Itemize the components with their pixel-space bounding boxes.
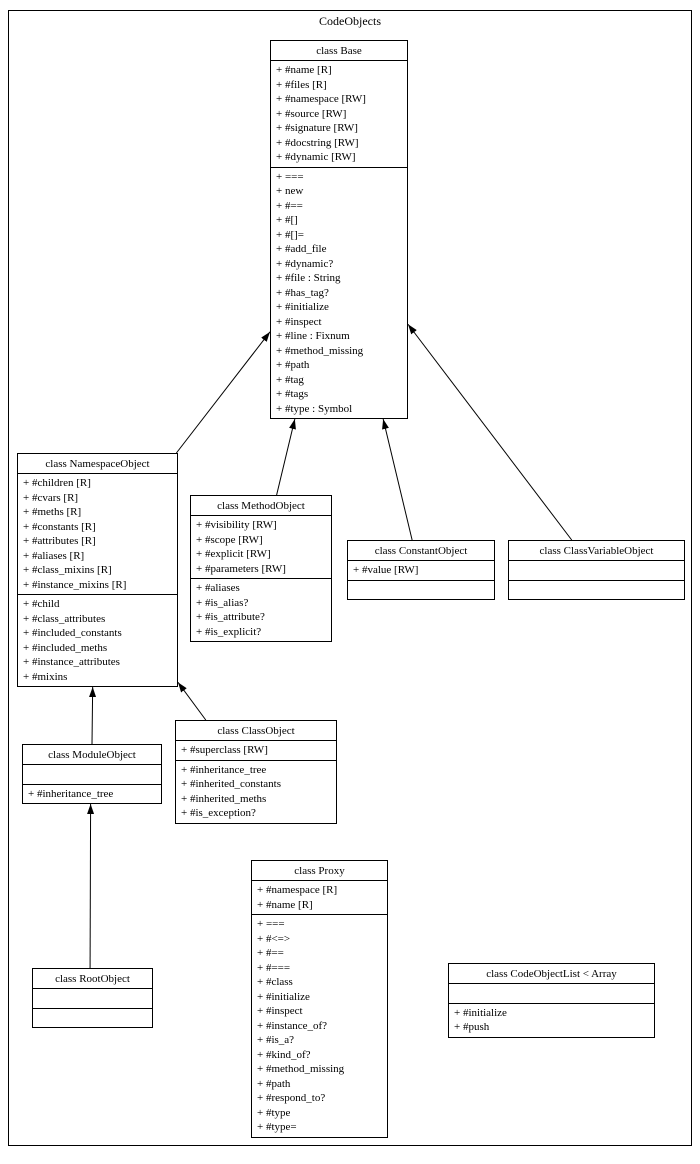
attribute-row: + #children [R]: [23, 477, 91, 489]
attributes-section: [176, 741, 336, 760]
class-box-codeobjectlist: [448, 963, 655, 1038]
method-row: + #add_file: [276, 243, 327, 255]
method-row: + #path: [276, 359, 310, 371]
attribute-row: + #explicit [RW]: [196, 548, 271, 560]
method-row: + #push: [454, 1021, 490, 1033]
method-row: + #class_attributes: [23, 612, 106, 625]
diagram-title: CodeObjects: [319, 14, 381, 28]
attribute-row: + #cvars [R]: [23, 491, 79, 504]
method-row: + #initialize: [276, 301, 329, 313]
class-title: class MethodObject: [191, 496, 331, 516]
attribute-row: + #value [RW]: [353, 564, 419, 576]
method-row: + ===: [257, 918, 285, 930]
method-row: + #is_a?: [257, 1034, 295, 1046]
class-box-classobject: [175, 720, 337, 824]
method-row: + #inherited_constants: [181, 778, 281, 790]
methods-section: [33, 1008, 152, 1028]
class-box-namespaceobject: [17, 453, 178, 687]
attribute-row: + #namespace [RW]: [276, 93, 366, 105]
attribute-row: + #meths [R]: [23, 506, 82, 518]
attribute-row: + #visibility [RW]: [196, 519, 277, 531]
class-box-classvariableobject: [508, 540, 685, 600]
method-row: + #[]=: [276, 228, 304, 241]
class-title: class ClassVariableObject: [509, 541, 684, 561]
method-row: + #dynamic?: [276, 257, 334, 270]
class-title: class Base: [271, 41, 407, 61]
method-row: + #tags: [276, 388, 309, 400]
attributes-section: [33, 989, 152, 1008]
method-row: + #is_exception?: [181, 807, 256, 819]
class-box-proxy: [251, 860, 388, 1138]
method-row: + #inherited_meths: [181, 792, 267, 805]
method-row: + #is_attribute?: [196, 611, 265, 623]
class-title: class Proxy: [252, 861, 387, 881]
method-row: + #type=: [257, 1121, 297, 1133]
method-row: + #===: [257, 961, 291, 974]
method-row: + #tag: [276, 373, 304, 386]
attributes-section: [509, 561, 684, 580]
method-row: + #instance_of?: [257, 1019, 328, 1032]
class-box-moduleobject: [22, 744, 162, 804]
attributes-section: [23, 765, 161, 784]
class-title: class NamespaceObject: [18, 454, 177, 474]
class-title: class ModuleObject: [23, 745, 161, 765]
attribute-row: + #instance_mixins [R]: [23, 578, 127, 591]
attribute-row: + #class_mixins [R]: [23, 564, 112, 576]
methods-section: [18, 594, 177, 686]
method-row: + #initialize: [454, 1006, 507, 1019]
method-row: + #line : Fixnum: [276, 330, 350, 342]
attribute-row: + #parameters [RW]: [196, 562, 286, 575]
methods-section: [23, 784, 161, 804]
methods-section: [509, 580, 684, 600]
class-title: class ClassObject: [176, 721, 336, 741]
method-row: + #==: [276, 199, 303, 212]
class-box-rootobject: [32, 968, 153, 1028]
method-row: + #file : String: [276, 272, 341, 284]
method-row: + #kind_of?: [257, 1048, 311, 1061]
methods-section: [252, 914, 387, 1137]
method-row: + #initialize: [257, 990, 310, 1003]
attributes-section: [271, 61, 407, 167]
class-title: class RootObject: [33, 969, 152, 989]
attribute-row: + #name [R]: [276, 64, 332, 76]
method-row: + #[]: [276, 214, 298, 226]
method-row: + new: [276, 185, 304, 197]
attribute-row: + #constants [R]: [23, 520, 96, 533]
attribute-row: + #aliases [R]: [23, 549, 85, 562]
method-row: + #has_tag?: [276, 286, 329, 299]
method-row: + #type: [257, 1106, 291, 1119]
method-row: + #included_constants: [23, 627, 122, 639]
attribute-row: + #files [R]: [276, 78, 327, 91]
method-row: + #respond_to?: [257, 1092, 326, 1104]
method-row: + #path: [257, 1077, 291, 1090]
attributes-section: [348, 561, 494, 580]
methods-section: [348, 580, 494, 600]
methods-section: [271, 167, 407, 419]
method-row: + #==: [257, 947, 284, 959]
method-row: + #<=>: [257, 932, 291, 945]
method-row: + #inspect: [257, 1005, 303, 1017]
attribute-row: + #name [R]: [257, 898, 313, 911]
methods-section: [449, 1003, 654, 1037]
class-box-methodobject: [190, 495, 332, 642]
method-row: + #class: [257, 976, 293, 988]
attribute-row: + #superclass [RW]: [181, 744, 268, 756]
method-row: + #child: [23, 598, 60, 610]
attribute-row: + #dynamic [RW]: [276, 151, 356, 163]
attribute-row: + #source [RW]: [276, 107, 347, 120]
method-row: + #type : Symbol: [276, 402, 353, 415]
method-row: + #inheritance_tree: [181, 763, 267, 776]
attribute-row: + #scope [RW]: [196, 533, 263, 546]
class-title: class ConstantObject: [348, 541, 494, 561]
attribute-row: + #docstring [RW]: [276, 136, 359, 149]
method-row: + #is_alias?: [196, 596, 249, 609]
attribute-row: + #attributes [R]: [23, 535, 96, 547]
class-box-base: [270, 40, 408, 419]
methods-section: [176, 760, 336, 823]
method-row: + #method_missing: [257, 1063, 345, 1075]
class-title: class CodeObjectList < Array: [449, 964, 654, 984]
method-row: + #included_meths: [23, 641, 108, 654]
method-row: + #instance_attributes: [23, 656, 120, 668]
attributes-section: [18, 474, 177, 594]
method-row: + #inheritance_tree: [28, 787, 114, 800]
method-row: + ===: [276, 170, 304, 183]
attributes-section: [449, 984, 654, 1003]
attribute-row: + #namespace [R]: [257, 884, 338, 896]
method-row: + #aliases: [196, 582, 240, 594]
method-row: + #inspect: [276, 315, 322, 328]
method-row: + #method_missing: [276, 344, 364, 357]
method-row: + #mixins: [23, 670, 68, 683]
attributes-section: [252, 881, 387, 914]
class-box-constantobject: [347, 540, 495, 600]
methods-section: [191, 578, 331, 641]
method-row: + #is_explicit?: [196, 625, 262, 638]
attribute-row: + #signature [RW]: [276, 122, 358, 134]
attributes-section: [191, 516, 331, 578]
